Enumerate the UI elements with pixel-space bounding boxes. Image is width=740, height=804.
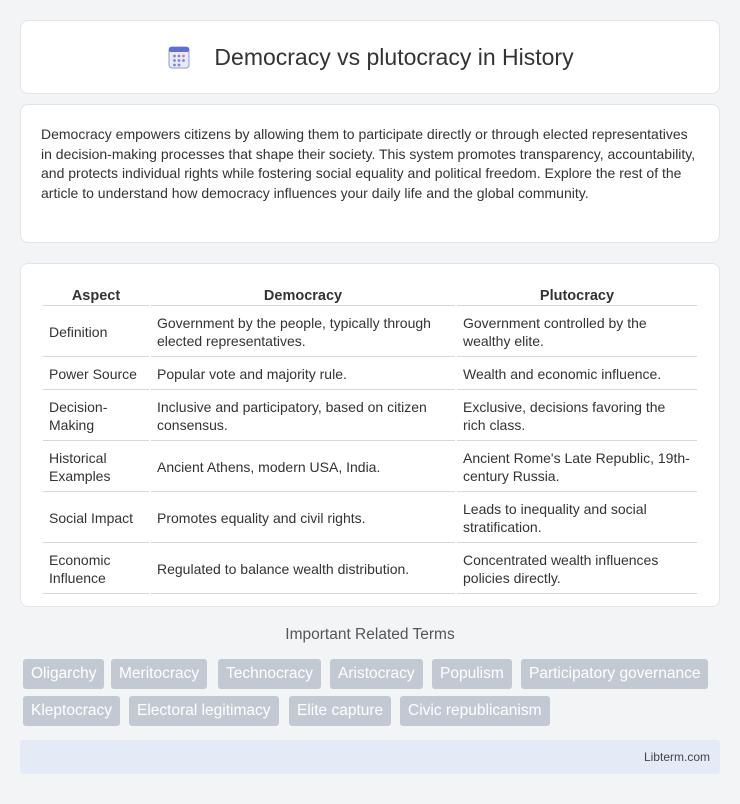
cell-aspect: Historical Examples — [43, 443, 149, 492]
header-plutocracy: Plutocracy — [457, 286, 697, 306]
term-tag[interactable]: Oligarchy — [23, 659, 104, 689]
cell-aspect: Decision-Making — [43, 392, 149, 441]
comparison-table — [41, 284, 699, 596]
table-row — [43, 392, 697, 441]
cell-plutocracy: Concentrated wealth influences policies directly. — [457, 545, 697, 594]
table-row — [43, 545, 697, 594]
cell-plutocracy: Ancient Rome's Late Republic, 19th-century Russia. — [457, 443, 697, 492]
cell-aspect: Economic Influence — [43, 545, 149, 594]
cell-plutocracy: Exclusive, decisions favoring the rich class. — [457, 392, 697, 441]
term-tag[interactable]: Meritocracy — [111, 659, 207, 689]
cell-aspect: Social Impact — [43, 494, 149, 543]
cell-democracy: Regulated to balance wealth distribution. — [151, 545, 455, 594]
page-title: Democracy vs plutocracy in History — [214, 43, 574, 70]
term-tag[interactable]: Participatory governance — [521, 659, 708, 689]
table-row — [43, 443, 697, 492]
cell-democracy: Popular vote and majority rule. — [151, 359, 455, 390]
cell-democracy: Ancient Athens, modern USA, India. — [151, 443, 455, 492]
intro-text: Democracy empowers citizens by allowing them to participate directly or through elected representatives in decision-making processes that shape their society. This system promotes transparency, accountability, and protects individual rights while fostering social equality and political freedom. Explore the rest of the article to understand how democracy influences your daily life and the global community. — [41, 126, 696, 201]
document-icon — [166, 44, 192, 70]
table-header-row — [43, 286, 697, 306]
cell-democracy: Inclusive and participatory, based on citizen consensus. — [151, 392, 455, 441]
cell-democracy: Government by the people, typically through elected representatives. — [151, 308, 455, 357]
term-tag[interactable]: Elite capture — [289, 696, 391, 726]
cell-aspect: Definition — [43, 308, 149, 357]
cell-plutocracy: Government controlled by the wealthy elite. — [457, 308, 697, 357]
cell-aspect: Power Source — [43, 359, 149, 390]
cell-democracy: Promotes equality and civil rights. — [151, 494, 455, 543]
footer-site-link[interactable]: Libterm.com — [643, 750, 710, 764]
title-card — [20, 20, 720, 94]
cell-plutocracy: Leads to inequality and social stratification. — [457, 494, 697, 543]
comparison-table-card — [20, 263, 720, 607]
footer — [20, 740, 720, 774]
term-tag[interactable]: Populism — [432, 659, 512, 689]
table-row — [43, 359, 697, 390]
table-row — [43, 308, 697, 357]
term-tag[interactable]: Kleptocracy — [23, 696, 120, 726]
table-row — [43, 494, 697, 543]
term-tag[interactable]: Electoral legitimacy — [129, 696, 279, 726]
related-terms-heading: Important Related Terms — [285, 626, 455, 643]
intro-card — [20, 104, 720, 243]
header-democracy: Democracy — [151, 286, 455, 306]
term-tag[interactable]: Aristocracy — [330, 659, 423, 689]
cell-plutocracy: Wealth and economic influence. — [457, 359, 697, 390]
header-aspect: Aspect — [43, 286, 149, 306]
term-tag[interactable]: Technocracy — [218, 659, 321, 689]
term-tag[interactable]: Civic republicanism — [400, 696, 550, 726]
